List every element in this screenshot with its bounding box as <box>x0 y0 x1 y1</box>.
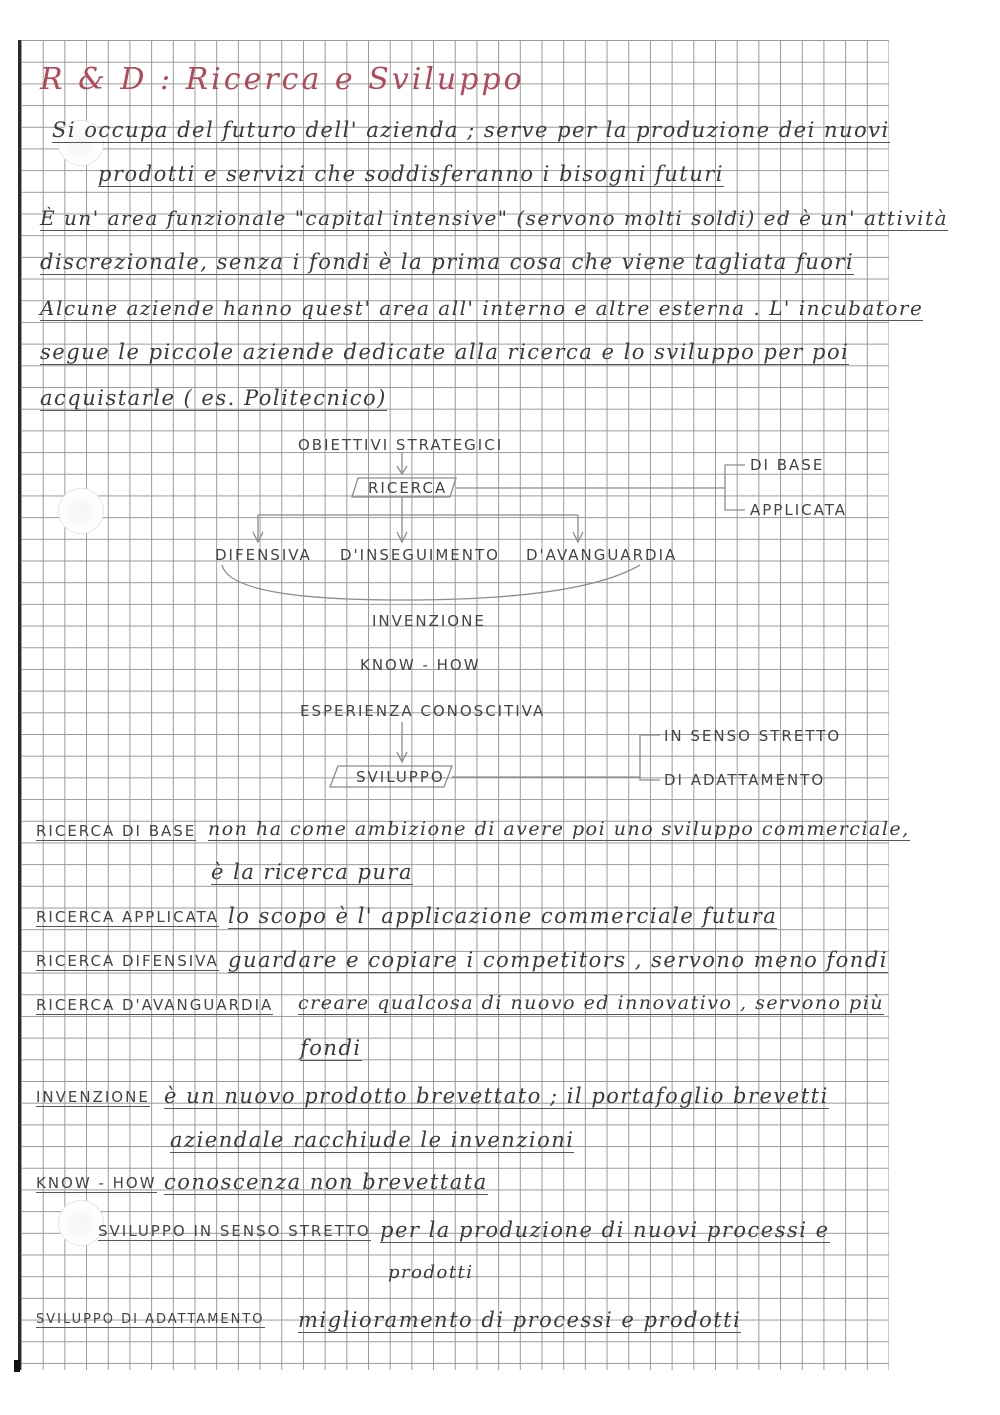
definition-term: INVENZIONE <box>36 1088 150 1106</box>
definition-text: conoscenza non brevettata <box>164 1170 488 1194</box>
definition-text: creare qualcosa di nuovo ed innovativo , servono più <box>298 992 885 1014</box>
definition-term: RICERCA DI BASE <box>36 822 197 840</box>
definition-term: RICERCA APPLICATA <box>36 908 219 926</box>
intro-line-4: discrezionale, senza i fondi è la prima cosa che viene tagliata fuori <box>40 250 855 274</box>
diagram-sviluppo: SVILUPPO <box>356 768 445 786</box>
intro-line-2: prodotti e servizi che soddisferanno i bisogni futuri <box>98 162 725 186</box>
definition-term: SVILUPPO DI ADATTAMENTO <box>36 1312 265 1327</box>
intro-line-7: acquistarle ( es. Politecnico) <box>40 386 387 410</box>
definition-continuation: è la ricerca pura <box>211 860 413 884</box>
definition-term: RICERCA DIFENSIVA <box>36 952 219 970</box>
definition-term: SVILUPPO IN SENSO STRETTO <box>98 1222 371 1240</box>
definition-term: RICERCA D'AVANGUARDIA <box>36 996 274 1014</box>
diagram-inseguimento: D'INSEGUIMENTO <box>340 546 500 564</box>
intro-line-5: Alcune aziende hanno quest' area all' interno e altre esterna . L' incubatore <box>40 296 924 320</box>
diagram-ricerca-di-base: DI BASE <box>750 456 825 474</box>
diagram-sviluppo-adattamento: DI ADATTAMENTO <box>664 771 826 789</box>
diagram-ricerca-applicata: APPLICATA <box>750 501 847 519</box>
intro-line-6: segue le piccole aziende dedicate alla ricerca e lo sviluppo per poi <box>40 340 850 364</box>
diagram-difensiva: DIFENSIVA <box>215 546 312 564</box>
intro-line-3: È un' area funzionale "capital intensive" (servono molti soldi) ed è un' attività <box>40 206 949 230</box>
diagram-sviluppo-stretto: IN SENSO STRETTO <box>664 727 842 745</box>
definition-text: non ha come ambizione di avere poi uno sviluppo commerciale, <box>208 818 910 840</box>
definition-continuation: fondi <box>300 1036 362 1060</box>
definition-text: è un nuovo prodotto brevettato ; il portafoglio brevetti <box>164 1084 829 1108</box>
definition-text: miglioramento di processi e prodotti <box>298 1308 742 1332</box>
definition-continuation: aziendale racchiude le invenzioni <box>170 1128 575 1152</box>
intro-line-1: Si occupa del futuro dell' azienda ; serve per la produzione dei nuovi <box>52 118 890 142</box>
diagram-invenzione: INVENZIONE <box>372 612 486 630</box>
definition-text: lo scopo è l' applicazione commerciale futura <box>228 904 778 928</box>
diagram-esperienza: ESPERIENZA CONOSCITIVA <box>300 702 546 720</box>
diagram-ricerca: RICERCA <box>368 479 448 497</box>
diagram-avanguardia: D'AVANGUARDIA <box>526 546 678 564</box>
definition-text: guardare e copiare i competitors , servono meno fondi <box>228 948 888 972</box>
definition-text: per la produzione di nuovi processi e <box>380 1218 830 1242</box>
definition-continuation: prodotti <box>388 1262 474 1283</box>
diagram-know-how: KNOW - HOW <box>360 656 481 674</box>
definition-term: KNOW - HOW <box>36 1174 157 1192</box>
diagram-objectives: OBIETTIVI STRATEGICI <box>298 436 504 454</box>
page-title: R & D : Ricerca e Sviluppo <box>40 62 525 97</box>
